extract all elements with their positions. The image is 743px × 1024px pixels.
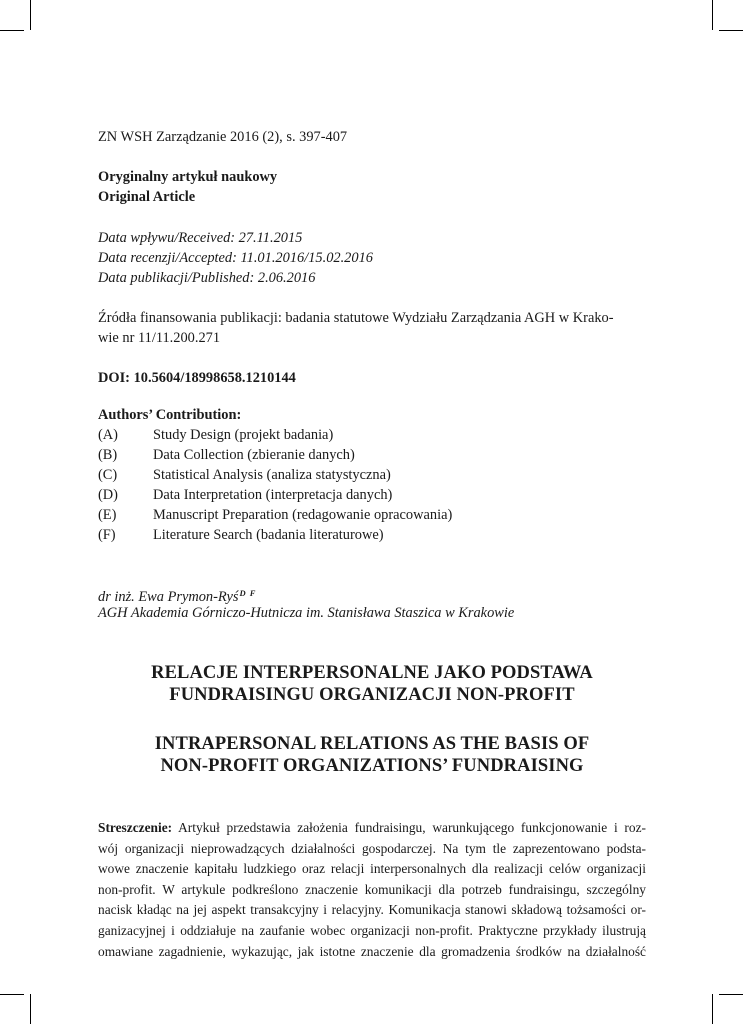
abstract-line: wój organizacji nieprowadzących działalności gospodarczej. Na tym tle zaprezentowano podsta- [98,840,646,856]
contribution-text: Data Collection (zbieranie danych) [153,447,355,463]
abstract-line: omawiane zagadnienie, wykazując, jak istotne znaczenie dla gromadzenia środków na działalność [98,943,646,959]
author-affiliation: AGH Akademia Górniczo-Hutnicza im. Stanisława Staszica w Krakowie [98,605,515,621]
contributions-heading: Authors’ Contribution: [98,407,242,423]
contribution-code: (B) [98,447,118,463]
journal-citation: ZN WSH Zarządzanie 2016 (2), s. 397-407 [98,129,348,145]
contribution-text: Data Interpretation (interpretacja danych) [153,487,393,503]
author-name: dr inż. Ewa Prymon-Ryś [98,589,239,605]
abstract [98,818,646,962]
contribution-text: Manuscript Preparation (redagowanie opracowania) [153,507,453,523]
contribution-code: (C) [98,467,118,483]
crop-mark-bottom-left-v [30,994,31,1024]
title-en-line-1: INTRAPERSONAL RELATIONS AS THE BASIS OF [154,734,590,754]
contribution-text: Study Design (projekt badania) [153,427,334,443]
crop-mark-bottom-right-v [712,994,713,1024]
abstract-label: Streszczenie: [98,820,173,835]
contribution-text: Statistical Analysis (analiza statystyczna) [153,467,391,483]
crop-mark-bottom-right-h [719,994,743,995]
article-type-pl: Oryginalny artykuł naukowy [98,169,278,185]
abstract-line: nacisk kładąc na jej aspekt transakcyjny i relacyjny. Komunikacja stanowi składową tożsamości or- [98,902,646,918]
crop-mark-top-right-v [712,0,713,30]
crop-mark-bottom-left-h [0,994,24,995]
funding-line-1: Źródła finansowania publikacji: badania statutowe Wydziału Zarządzania AGH w Krako- [98,310,614,326]
date-received: Data wpływu/Received: 27.11.2015 [98,230,303,246]
crop-mark-top-right-h [719,30,743,31]
contribution-code: (A) [98,427,118,443]
abstract-line-text: Artykuł przedstawia założenia fundraisingu, warunkującego funkcjonowanie i roz- [172,820,646,835]
funding-line-2: wie nr 11/11.200.271 [98,330,221,346]
contribution-code: (F) [98,527,116,543]
crop-mark-top-left-h [0,30,24,31]
article-type-en: Original Article [98,189,196,205]
date-accepted: Data recenzji/Accepted: 11.01.2016/15.02.2016 [98,250,373,266]
title-pl-line-2: FUNDRAISINGU ORGANIZACJI NON-PROFIT [169,685,575,705]
abstract-line: non-profit. W artykule podkreślono znaczenie komunikacji dla potrzeb fundraisingu, szczególny [98,881,646,897]
author-roles: D F [239,588,257,598]
title-pl-line-1: RELACJE INTERPERSONALNE JAKO PODSTAWA [151,663,593,683]
doi: DOI: 10.5604/18998658.1210144 [98,370,296,386]
crop-mark-top-left-v [30,0,31,30]
title-en-line-2: NON-PROFIT ORGANIZATIONS’ FUNDRAISING [160,756,584,776]
contribution-code: (E) [98,507,117,523]
contribution-text: Literature Search (badania literaturowe) [153,527,384,543]
contribution-code: (D) [98,487,118,503]
abstract-line [98,818,646,839]
abstract-line: wowe znaczenie kapitału ludzkiego oraz relacji interpersonalnych dla realizacji celów organizacji [98,861,646,877]
date-published: Data publikacji/Published: 2.06.2016 [98,270,316,286]
abstract-line: ganizacyjnej i oddziałuje na zaufanie wobec organizacji non-profit. Praktyczne przykłady ilustrują [98,922,646,938]
